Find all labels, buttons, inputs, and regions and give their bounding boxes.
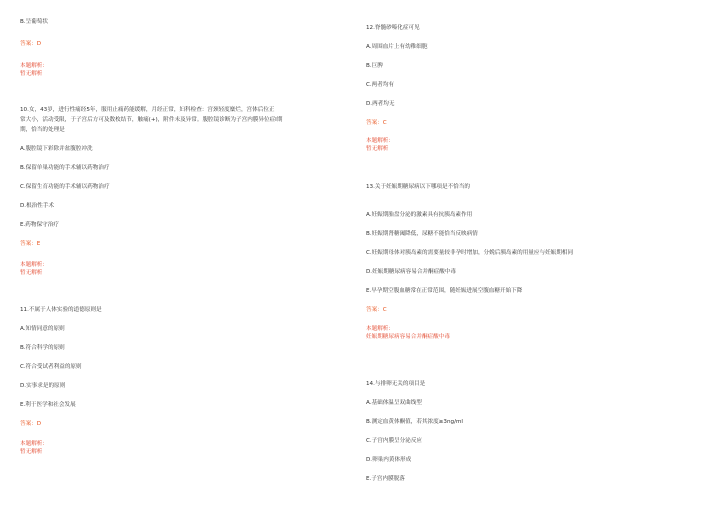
q13-explanation-label: 本题解析：	[366, 326, 394, 332]
q13-option-c: C.妊娠期母体对胰岛素的需要量较非孕时增加，分娩后胰岛素的用量应与妊娠期相同	[366, 250, 574, 256]
q14-option-a: A.基础体温呈双曲线型	[366, 400, 422, 406]
q11-stem: 11.不属于人体实验的道德原则是	[20, 307, 102, 313]
q13-answer: 答案：C	[366, 307, 387, 313]
q10-option-e: E.药物保守治疗	[20, 222, 59, 228]
q13-option-a: A.妊娠期胎盘分泌的激素具有抗胰岛素作用	[366, 212, 473, 218]
q10-explanation-label: 本题解析：	[20, 262, 48, 268]
q12-stem: 12.脊髓砂嗪化症可见	[366, 25, 420, 31]
q12-answer: 答案：C	[366, 120, 387, 126]
q13-option-b: B.妊娠期肾糖阈降低，尿糖不能恰当反映病情	[366, 231, 478, 237]
q14-option-e: E.子宫内膜脱落	[366, 476, 405, 482]
q10-stem-line1: 10.女，43岁，进行性痛经5年，服用止痛药能缓解，月经正常，妇科检查：宫颈轻度糜烂，宫体后位正	[20, 107, 275, 113]
q10-option-b: B.保留单巢功能的手术辅以药物治疗	[20, 165, 110, 171]
q12-option-c: C.两者均有	[366, 82, 395, 88]
q9-explanation-text: 暂无解析	[20, 71, 43, 77]
q11-answer: 答案：D	[20, 421, 42, 427]
q12-option-a: A.周围血片上有幼稚细胞	[366, 44, 428, 50]
q11-option-e: E.利于医学和社会发展	[20, 402, 76, 408]
q10-answer: 答案：E	[20, 241, 41, 247]
q14-stem: 14.与排卵无关的项目是	[366, 381, 426, 387]
q14-option-b: B.测定血黄体酮值，若其浓度≥3ng/ml	[366, 419, 463, 425]
q12-explanation-text: 暂无解析	[366, 146, 389, 152]
q9-answer: 答案：D	[20, 41, 42, 47]
q12-option-b: B.巨脾	[366, 63, 383, 69]
q10-stem-line2: 常大小，活动受限，于子宫后方可及数枚结节，触痛(+)，附件未及异常。腹腔镜诊断为子宫内膜异位症Ⅰ期	[20, 117, 283, 123]
q11-option-b: B.符合科学的原则	[20, 345, 65, 351]
q9-explanation-label: 本题解析：	[20, 63, 48, 69]
q9-option-b: B.呈葡萄状	[20, 19, 48, 25]
q11-option-a: A.知情同意的原则	[20, 326, 65, 332]
q10-option-a: A.腹腔镜下彩除并盆腹腔冲洗	[20, 146, 93, 152]
q13-option-e: E.早孕期空腹血糖常在正常范围，随妊娠进展空腹血糖开始下降	[366, 288, 523, 294]
q12-option-d: D.两者均无	[366, 101, 395, 107]
q14-option-c: C.子宫内膜呈分泌反应	[366, 438, 423, 444]
q11-option-d: D.实事求是的原则	[20, 383, 66, 389]
q10-stem-line3: 期，恰当的处理是	[20, 127, 65, 133]
q11-explanation-text: 暂无解析	[20, 449, 43, 455]
q12-explanation-label: 本题解析：	[366, 138, 394, 144]
q14-option-d: D.卵巢内黄体形成	[366, 457, 412, 463]
q13-stem: 13.关于妊娠期糖尿病以下哪项是不恰当的	[366, 184, 470, 190]
q11-option-c: C.符合受试者利益的原则	[20, 364, 82, 370]
q13-explanation-text: 妊娠期糖尿病容易合并酮症酸中毒	[366, 334, 450, 340]
q11-explanation-label: 本题解析：	[20, 441, 48, 447]
q10-option-c: C.保留生育功能的手术辅以药物治疗	[20, 184, 110, 190]
q10-option-d: D.根治性手术	[20, 203, 55, 209]
q10-explanation-text: 暂无解析	[20, 270, 43, 276]
q13-option-d: D.妊娠期糖尿病容易合并酮症酸中毒	[366, 269, 456, 275]
